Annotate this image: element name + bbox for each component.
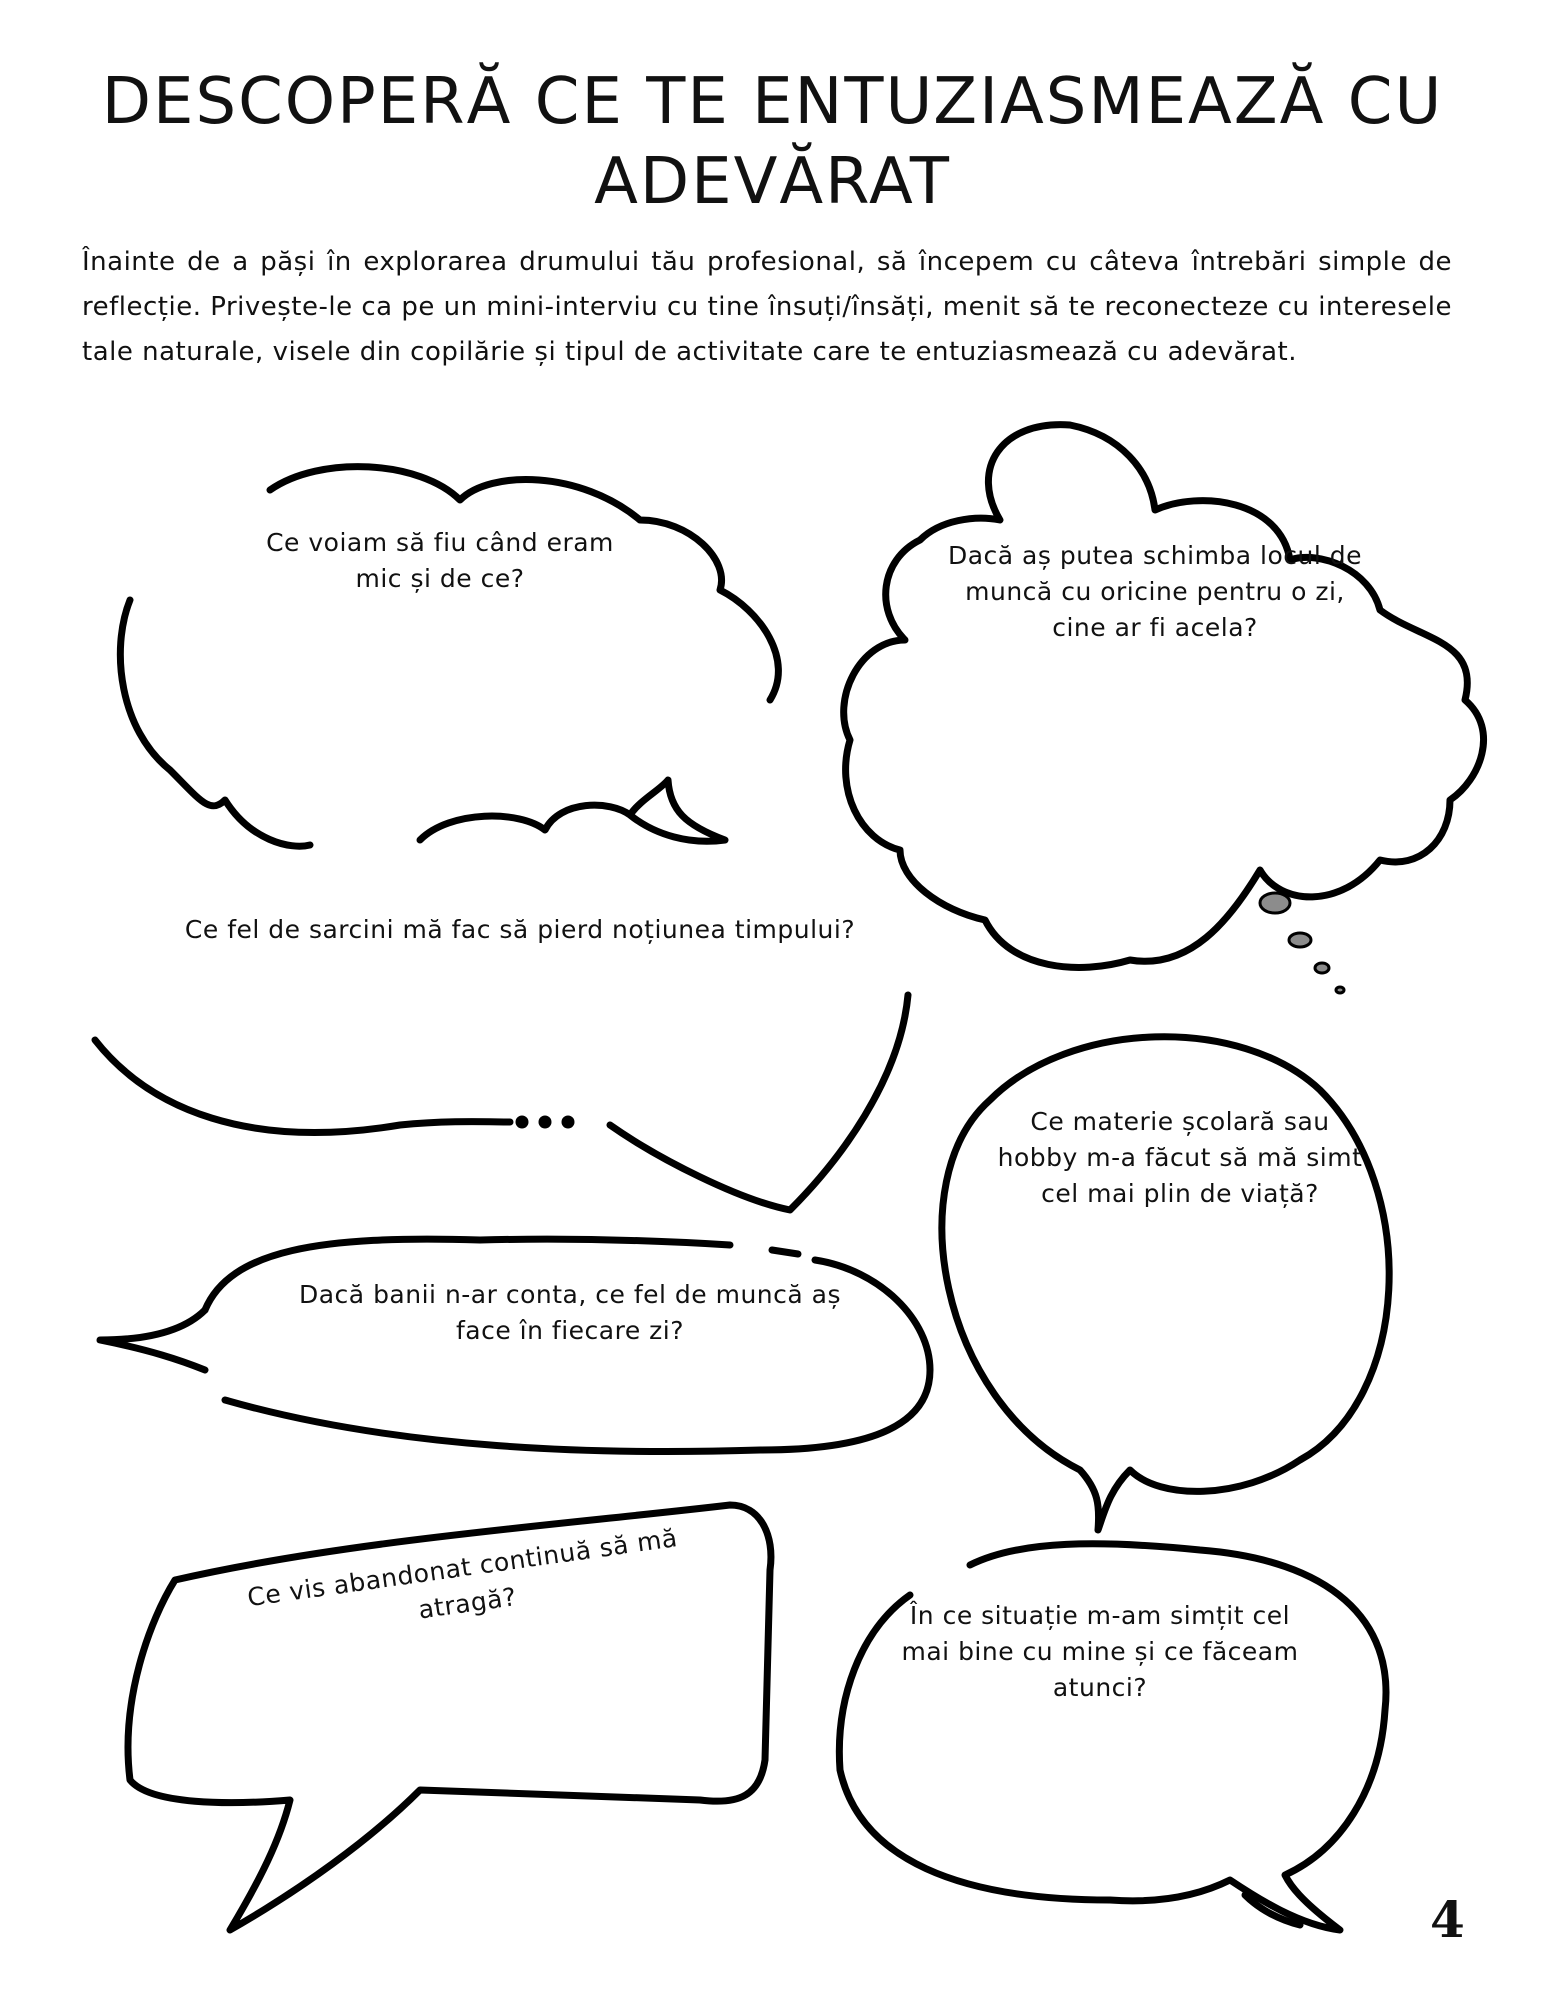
cloud-speech-bubble-1 <box>120 467 778 847</box>
question-childhood-dream: Ce voiam să fiu când eram mic și de ce? <box>266 528 614 593</box>
question-swap-job: Dacă aș putea schimba locul de muncă cu oricine pentru o zi, cine ar fi acela? <box>947 541 1363 642</box>
question-money-no-object: Dacă banii n-ar conta, ce fel de muncă aș face în fiecare zi? <box>298 1280 841 1345</box>
speech-bubble-3 <box>95 995 908 1210</box>
question-school-subject-hobby: Ce materie școlară sau hobby m-a făcut să mă simt cel mai plin de viață? <box>997 1107 1363 1208</box>
question-best-self: În ce situație m-am simțit cel mai bine cu mine și ce făceam atunci? <box>901 1601 1299 1702</box>
intro-paragraph: Înainte de a păși în explorarea drumului tău profesional, să începem cu câteva întrebări simple de reflecție. Privește-le ca pe un mini-interviu cu tine însuți/însăți, menit să te reconecteze cu interesele tale naturale, visele din copilărie și tipul de activitate care te entuziasmează cu adevărat. <box>82 247 1452 367</box>
page-title: DESCOPERĂ CE TE ENTUZIASMEAZĂ CU ADEVĂRAT <box>101 65 1444 219</box>
page-number: 4 <box>1430 1890 1465 1949</box>
thought-cloud-bubble-2 <box>844 425 1484 993</box>
question-abandoned-dream: Ce vis abandonat continuă să mă atragă? <box>245 1523 680 1625</box>
question-lose-track-of-time: Ce fel de sarcini mă fac să pierd noțiunea timpului? <box>184 915 856 944</box>
